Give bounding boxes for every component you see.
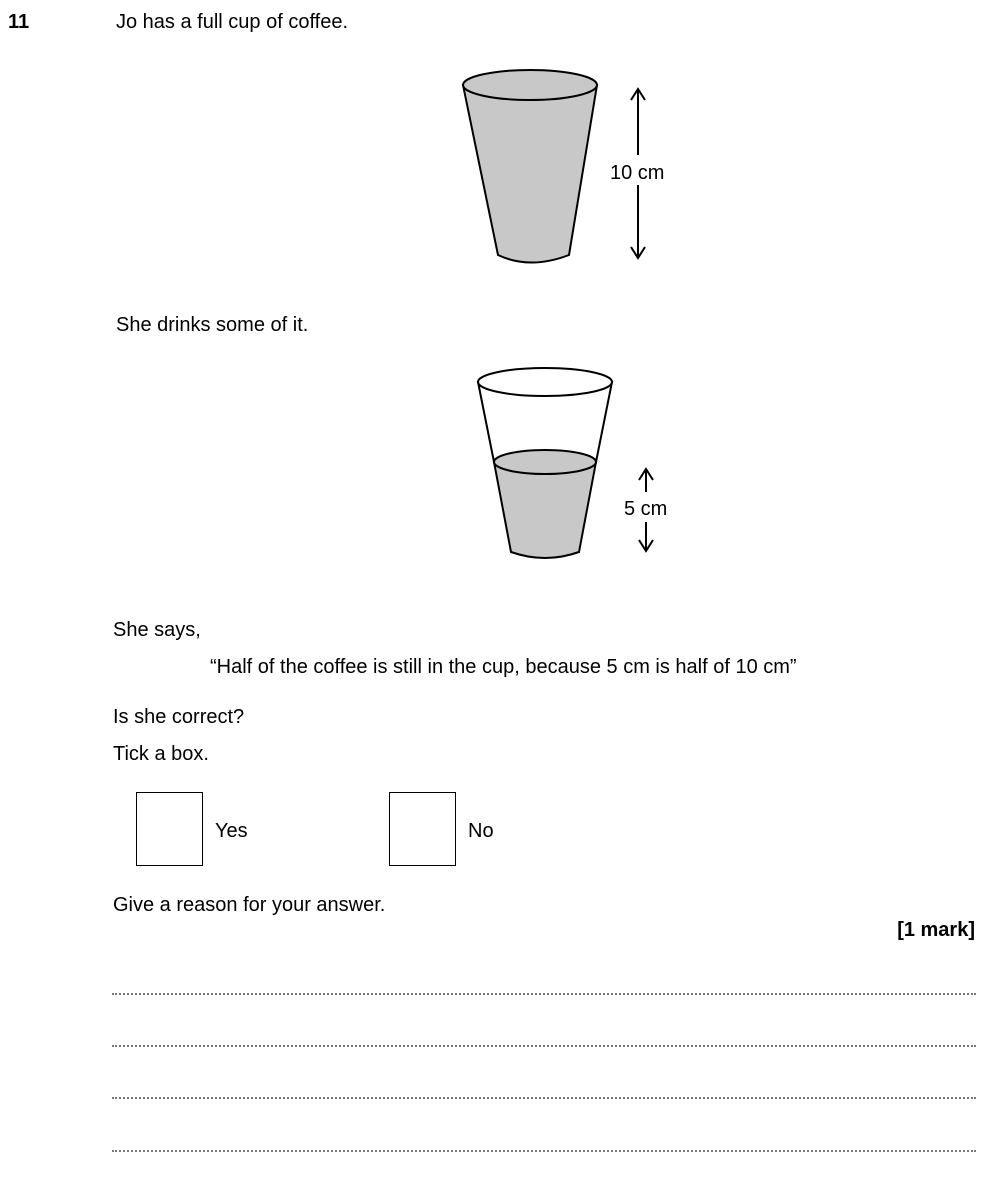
intro-text: Jo has a full cup of coffee. — [116, 11, 349, 33]
answer-line-3[interactable] — [112, 1097, 976, 1099]
instruction-text: Tick a box. — [113, 743, 209, 765]
no-label: No — [468, 820, 494, 842]
reason-prompt: Give a reason for your answer. — [113, 894, 386, 916]
partial-cup-figure — [470, 360, 670, 565]
question-text: Is she correct? — [113, 706, 245, 728]
answer-line-2[interactable] — [112, 1045, 976, 1047]
yes-label: Yes — [215, 820, 248, 842]
question-number: 11 — [8, 11, 30, 33]
mark-allocation: [1 mark] — [897, 919, 975, 941]
partial-cup-rim — [478, 368, 612, 396]
coffee-surface — [494, 450, 596, 474]
quote-text: “Half of the coffee is still in the cup, because 5 cm is half of 10 cm” — [210, 656, 797, 678]
answer-line-1[interactable] — [112, 993, 976, 995]
answer-line-4[interactable] — [112, 1150, 976, 1152]
full-cup-body — [463, 85, 597, 263]
full-cup-rim — [463, 70, 597, 100]
full-cup-label: 10 cm — [610, 162, 665, 184]
partial-cup-coffee — [494, 462, 596, 558]
yes-checkbox[interactable] — [136, 792, 203, 866]
no-checkbox[interactable] — [389, 792, 456, 866]
drink-text: She drinks some of it. — [116, 314, 309, 336]
partial-cup-label: 5 cm — [624, 498, 668, 520]
says-text: She says, — [113, 619, 201, 641]
